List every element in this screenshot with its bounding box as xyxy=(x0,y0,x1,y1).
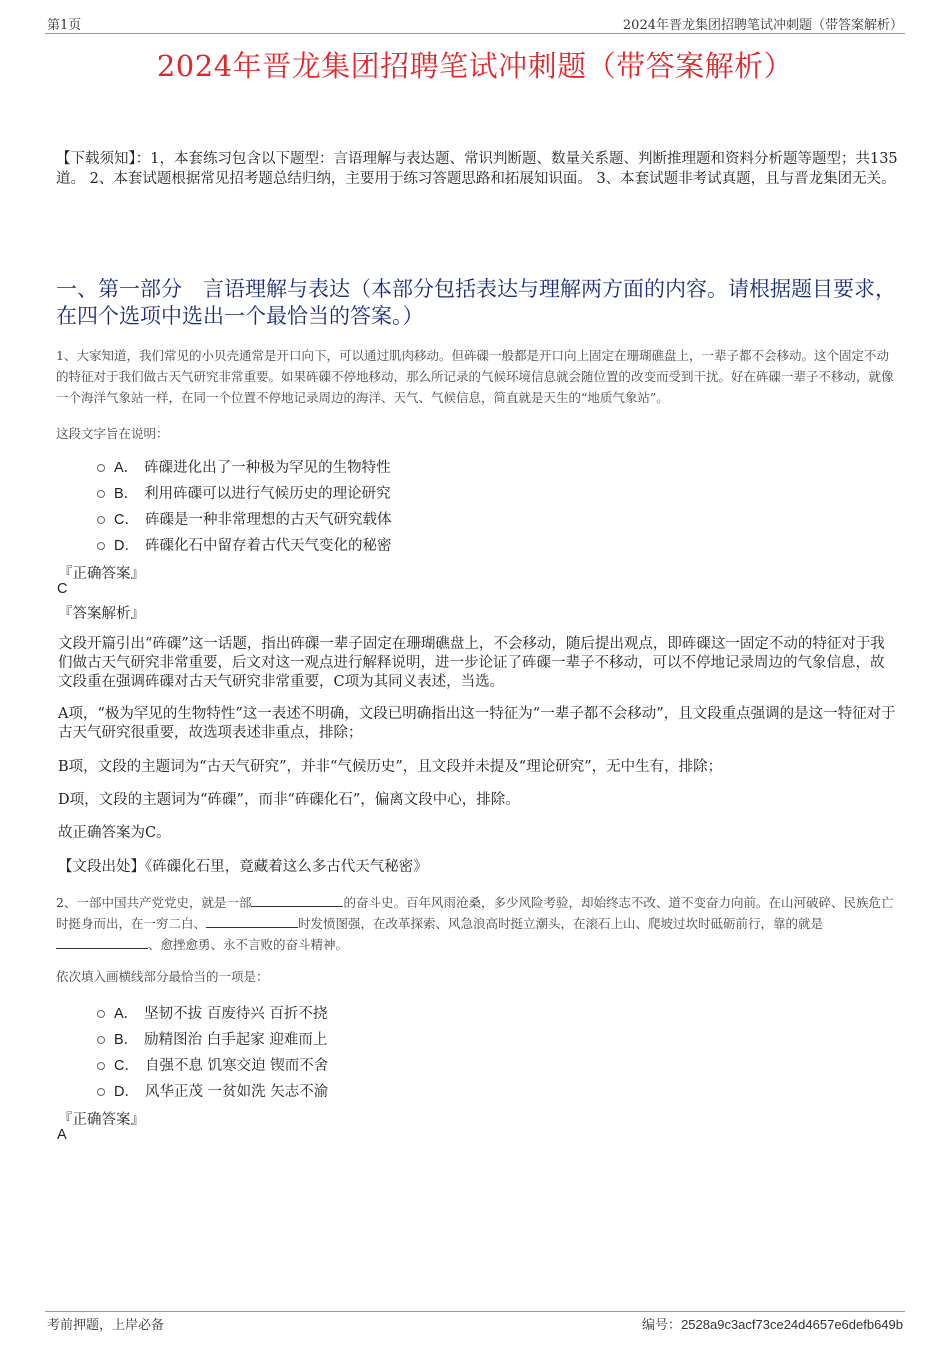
question-1-option-c[interactable]: C． 砗磲是一种非常理想的古天气研究载体 xyxy=(97,507,391,529)
analysis-paragraph: B项，文段的主题词为“古天气研究”，并非“气候历史”，且文段并未提及“理论研究”，无中生有，排除； xyxy=(58,759,723,775)
question-1-source: 【文段出处】《砗磲化石里，竟藏着这么多古代天气秘密》 xyxy=(58,859,428,875)
footer-divider xyxy=(45,1311,905,1312)
radio-icon[interactable] xyxy=(97,490,105,498)
analysis-paragraph: 文段开篇引出“砗磲”这一话题，指出砗磲一辈子固定在珊瑚礁盘上，不会移动，随后提出观点，即砗磲这一固定不动的特征对于我们做古天气研究非常重要，后文对这一观点进行解释说明，进一步论证了砗磲一辈子不移动，可以不停地记录周边的气象信息，故文段重在强调砗磲对古天气研究非常重要，C项为其同义表述，当选。 xyxy=(58,636,885,690)
radio-icon[interactable] xyxy=(97,1088,105,1096)
question-1-answer-label: 『正确答案』 xyxy=(58,566,145,582)
radio-icon[interactable] xyxy=(97,464,105,472)
question-2-answer: A xyxy=(57,1127,67,1143)
question-2-prompt: 依次填入画横线部分最恰当的一项是： xyxy=(56,969,269,984)
question-1-option-d[interactable]: D． 砗磲化石中留存着古代天气变化的秘密 xyxy=(97,533,391,555)
analysis-paragraph: D项，文段的主题词为“砗磲”，而非“砗磲化石”，偏离文段中心，排除。 xyxy=(58,792,520,808)
header-divider xyxy=(45,33,905,34)
fill-blank xyxy=(206,915,298,928)
footer-slogan: 考前押题，上岸必备 xyxy=(47,1318,165,1333)
fill-blank xyxy=(251,894,343,907)
radio-icon[interactable] xyxy=(97,516,105,524)
running-header-title: 2024年晋龙集团招聘笔试冲刺题（带答案解析） xyxy=(622,18,903,33)
question-1-analysis-label: 『答案解析』 xyxy=(58,606,145,622)
question-2-answer-label: 『正确答案』 xyxy=(58,1112,145,1128)
question-2-option-d[interactable]: D． 风华正茂 一贫如洗 矢志不渝 xyxy=(97,1079,328,1101)
download-notice: 【下载须知】：1，本套练习包含以下题型：言语理解与表达题、常识判断题、数量关系题、判断推理题和资料分析题等题型；共135道。 2、本套试题根据常见招考题总结归纳，主要用于练习答题思路和拓展知识面。 3、本套试题非考试真题，且与晋龙集团无关。 xyxy=(56,151,898,187)
question-2-option-b[interactable]: B． 励精图治 白手起家 迎难而上 xyxy=(97,1027,327,1049)
radio-icon[interactable] xyxy=(97,1036,105,1044)
question-1-answer: C xyxy=(57,581,68,597)
radio-icon[interactable] xyxy=(97,1010,105,1018)
analysis-paragraph: 故正确答案为C。 xyxy=(58,825,171,841)
question-1-option-a[interactable]: A． 砗磲进化出了一种极为罕见的生物特性 xyxy=(97,455,391,477)
radio-icon[interactable] xyxy=(97,542,105,550)
question-2-stem: 2、一部中国共产党党史，就是一部 的奋斗史。百年风雨沧桑，多少风险考验，却始终志不改、道不变奋力向前。在山河破碎、民族危亡时挺身而出，在一穷二白、 时发愤图强，在改革探索、风急浪高时挺立潮头，在滚石上山、爬坡过坎时砥砺前行，靠的就是、愈挫愈勇、永不言败的奋斗精神。 xyxy=(56,895,894,952)
question-2-option-a[interactable]: A． 坚韧不拔 百废待兴 百折不挠 xyxy=(97,1001,327,1023)
question-1-prompt: 这段文字旨在说明： xyxy=(56,426,169,441)
document-title: 2024年晋龙集团招聘笔试冲刺题（带答案解析） xyxy=(156,49,794,83)
fill-blank xyxy=(56,936,148,949)
question-2-option-c[interactable]: C． 自强不息 饥寒交迫 锲而不舍 xyxy=(97,1053,328,1075)
page-number: 第1页 xyxy=(47,18,82,33)
question-1-stem: 1、大家知道，我们常见的小贝壳通常是开口向下，可以通过肌肉移动。但砗磲一般都是开口向上固定在珊瑚礁盘上，一辈子都不会移动。这个固定不动的特征对于我们做古天气研究非常重要。如果砗磲不停地移动，那么所记录的气候环境信息就会随位置的改变而受到干扰。好在砗磲一辈子不移动，就像一个海洋气象站一样，在同一个位置不停地记录周边的海洋、天气、气候信息，简直就是天生的“地质气象站”。 xyxy=(56,348,894,405)
question-1-option-b[interactable]: B． 利用砗磲可以进行气候历史的理论研究 xyxy=(97,481,391,503)
analysis-paragraph: A项，“极为罕见的生物特性”这一表述不明确，文段已明确指出这一特征为“一辈子都不会移动”，且文段重点强调的是这一特征对于古天气研究很重要，故选项表述非重点，排除； xyxy=(58,706,896,741)
section-heading: 一、第一部分 言语理解与表达（本部分包括表达与理解两方面的内容。请根据题目要求，在四个选项中选出一个最恰当的答案。） xyxy=(56,277,896,328)
radio-icon[interactable] xyxy=(97,1062,105,1070)
footer-code: 编号：2528a9c3acf73ce24d4657e6defb649b xyxy=(642,1317,903,1333)
